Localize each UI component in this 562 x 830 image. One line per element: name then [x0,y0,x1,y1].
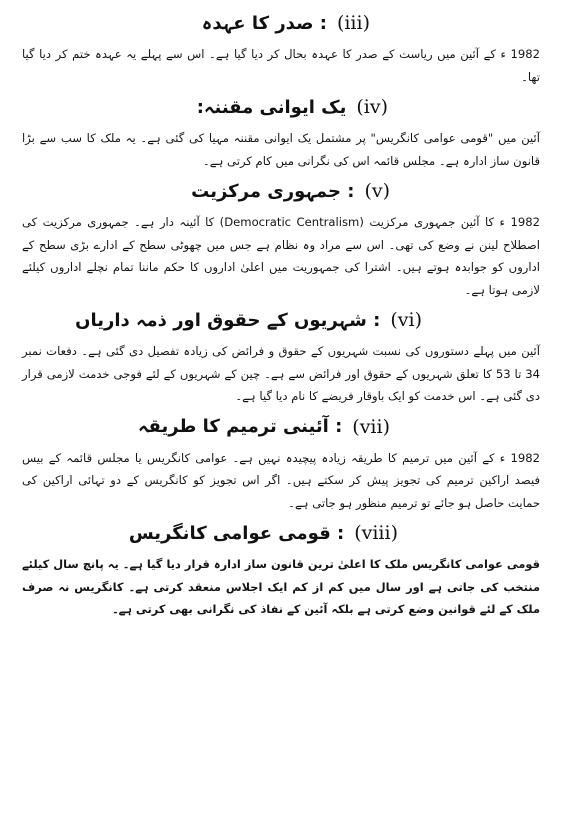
section-number: (viii) [354,522,398,544]
section-vii [22,412,540,515]
section-title: : شہریوں کے حقوق اور ذمہ داریاں [75,309,381,331]
section-number: (iv) [356,96,388,118]
section-heading [22,412,540,442]
section-iv [22,92,540,172]
section-heading [22,518,540,548]
section-title: یک ایوانی مقننہ: [196,96,347,118]
section-iii [22,8,540,88]
section-paragraph: 1982 ء کا آئین جمہوری مرکزیت (Democratic Centralism) کا آئینہ دار ہے۔ جمہوری مرکزیت کی اصطلاح لینن نے وضع کی تھی۔ اس سے مراد وہ نظام ہے جس میں چھوٹی سطح کے ادارے بڑی سطح کے اداروں کو جوابدہ ہوتے ہیں۔ اشترا کی جمہوریت میں اعلیٰ اداروں کا حکم ماننا تمام نچلے اداروں کیلئے لازمی ہوتا ہے۔ [22,215,540,297]
section-heading [22,8,540,38]
section-paragraph: آئین میں "قومی عوامی کانگریس" پر مشتمل یک ایوانی مقننہ مہیا کی گئی ہے۔ یہ ملک کا سب سے بڑا قانون ساز ادارہ ہے۔ مجلس قائمہ اس کی نگرانی میں کام کرتی ہے۔ [22,131,540,168]
section-paragraph: آئین میں پہلے دستوروں کی نسبت شہریوں کے حقوق و فرائض کی زیادہ تفصیل دی گئی ہے۔ دفعات نمبر 34 تا 53 کا تعلق شہریوں کے حقوق اور فرائض سے ہے۔ چین کے شہریوں کے لئے فوجی خدمت لازمی قرار دی گئی ہے۔ اس خدمت کو ایک باوقار فریضے کا نام دیا گیا ہے۔ [22,344,541,403]
section-paragraph: 1982 ء کے آئین میں ریاست کے صدر کا عہدہ بحال کر دیا گیا ہے۔ اس سے پہلے یہ عہدہ ختم کر دیا گیا تھا۔ [22,47,540,84]
section-vi [22,305,540,408]
section-paragraph: 1982 ء کے آئین میں ترمیم کا طریقہ زیادہ پیچیدہ نہیں ہے۔ عوامی کانگریس یا مجلس قائمہ کے بیس فیصد اراکین ترمیم کی تجویز پیش کر سکتے ہیں۔ اگر اس تجویز کو کانگریس کے دو تہائی اراکین کی حمایت حاصل ہو جائے تو ترمیم منظور ہو جاتی ہے۔ [22,450,540,510]
section-number: (iii) [336,12,370,34]
section-title: : آئینی ترمیم کا طریقہ [137,416,343,437]
section-number: (vi) [390,309,422,331]
section-heading [22,305,540,335]
section-number: (vii) [352,415,390,438]
section-paragraph: قومی عوامی کانگریس ملک کا اعلیٰ ترین قانون ساز ادارہ قرار دیا گیا ہے۔ یہ پانچ سال کیلئے منتخب کی جاتی ہے اور سال میں کم از کم ایک اجلاس منعقد کرتی ہے۔ کانگریس نہ صرف ملک کے لئے قوانین وضع کرتی ہے بلکہ آئین کے نفاذ کی نگرانی بھی کرتی ہے۔ [22,557,540,616]
section-heading [22,92,540,122]
section-title: : قومی عوامی کانگریس [128,522,345,544]
section-number: (v) [364,180,390,202]
section-viii [22,518,540,621]
section-title: : جمہوری مرکزیت [191,180,355,202]
section-title: : صدر کا عہدہ [201,12,327,34]
section-v [22,176,540,301]
section-heading [22,176,540,206]
